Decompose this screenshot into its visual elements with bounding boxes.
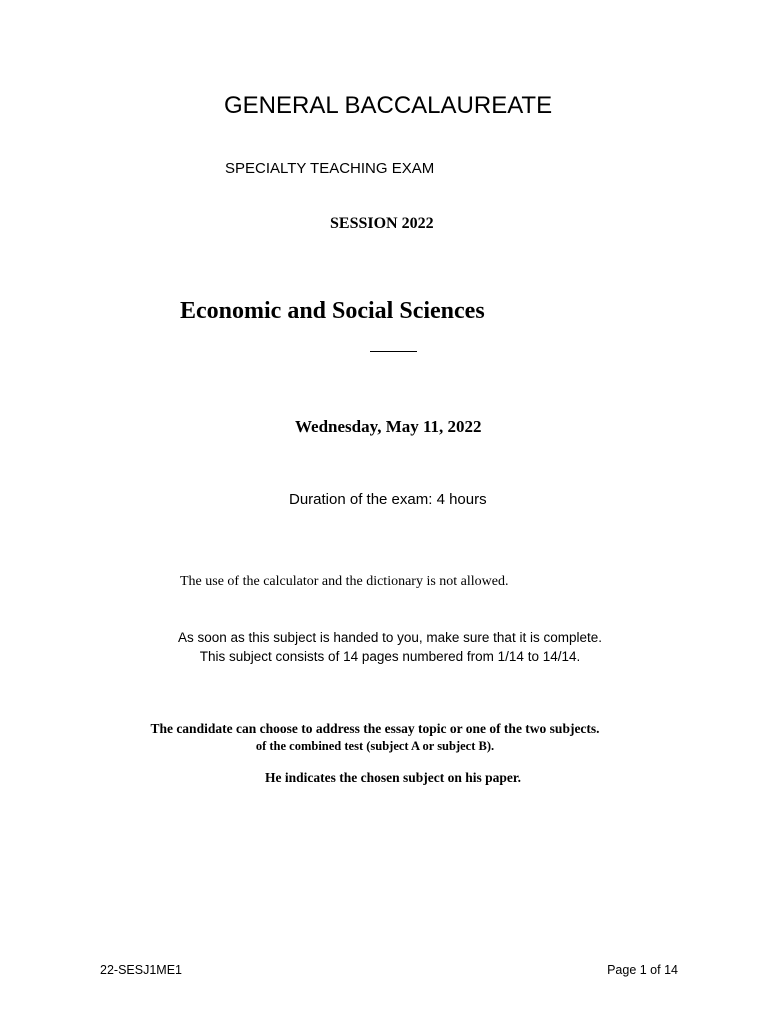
- exam-date: Wednesday, May 11, 2022: [295, 417, 482, 436]
- calculator-notice: The use of the calculator and the dictionary is not allowed.: [180, 574, 509, 589]
- title-divider: [370, 351, 417, 352]
- subject-title: Economic and Social Sciences: [180, 298, 485, 324]
- footer-page-number: Page 1 of 14: [607, 963, 678, 977]
- completeness-line-2: This subject consists of 14 pages numbered from 1/14 to 14/14.: [199, 649, 581, 664]
- subject-choice-line-1: The candidate can choose to address the essay topic or one of the two subjects.: [150, 721, 600, 736]
- session-label: SESSION 2022: [330, 215, 434, 232]
- footer-document-code: 22-SESJ1ME1: [100, 963, 182, 977]
- completeness-notice: [100, 628, 680, 666]
- exam-title: GENERAL BACCALAUREATE: [224, 92, 553, 119]
- exam-duration: Duration of the exam: 4 hours: [289, 491, 487, 508]
- exam-type: SPECIALTY TEACHING EXAM: [225, 160, 435, 177]
- completeness-line-1: As soon as this subject is handed to you, make sure that it is complete.: [178, 630, 602, 645]
- subject-choice-line-2: of the combined test (subject A or subject B).: [255, 739, 495, 753]
- chosen-subject-indication: He indicates the chosen subject on his paper.: [264, 770, 522, 785]
